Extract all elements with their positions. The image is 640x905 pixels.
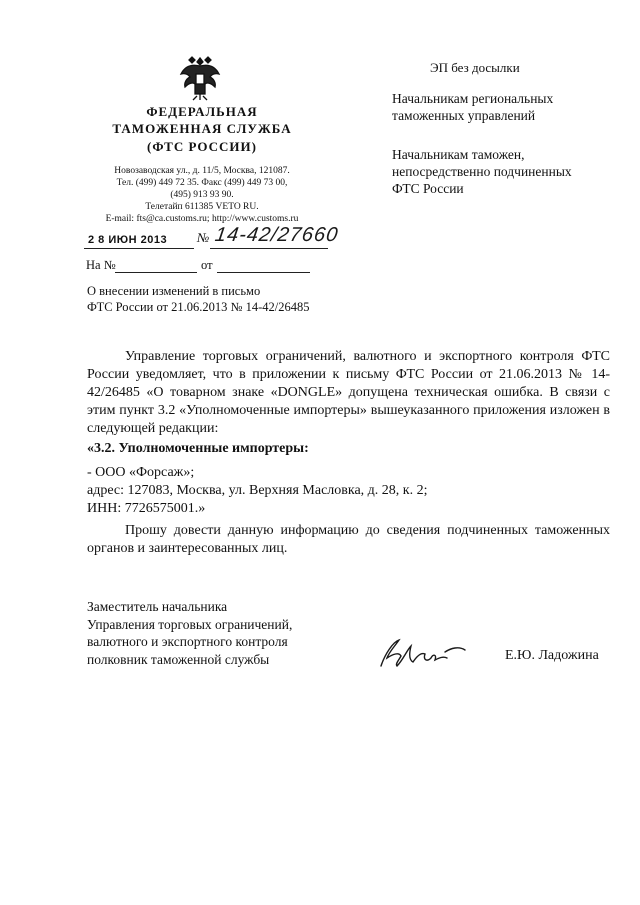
date-underline: [84, 248, 194, 249]
org-phones: Тел. (499) 449 72 35. Факс (499) 449 73 00,: [116, 178, 288, 188]
body-paragraph-1: Управление торговых ограничений, валютного и экспортного контроля ФТС России уведомляет, что в приложении к письму ФТС России от 21.06.2013 № 14-42/26485 «О товарном знаке «DONGLE» допущена техническая ошибка. В связи с этим пункт 3.2 «Уполномоченные импортеры» вышеуказанного приложения изложен в следующей редакции:: [87, 349, 610, 436]
reference-from-label: от: [201, 258, 213, 272]
registration-number-label: №: [197, 230, 210, 245]
delivery-mark: ЭП без досылки: [430, 60, 520, 75]
addressee-regional-line1: Начальникам региональных: [392, 91, 554, 106]
org-email: E-mail: fts@ca.customs.ru; http://www.customs.ru: [105, 214, 299, 224]
addressee-customs-line2: непосредственно подчиненных: [392, 164, 572, 179]
org-name-line3: (ФТС РОССИИ): [147, 139, 257, 154]
org-name-line1: ФЕДЕРАЛЬНАЯ: [146, 104, 258, 119]
org-phones-2: (495) 913 93 90.: [170, 190, 234, 200]
addressee-regional: [392, 90, 622, 124]
registration-date: 2 8 ИЮН 2013: [88, 234, 168, 246]
addressee-customs-line1: Начальникам таможен,: [392, 147, 525, 162]
reference-date-line: [217, 272, 310, 273]
subject-line2: ФТС России от 21.06.2013 № 14-42/26485: [87, 300, 310, 314]
number-underline: [210, 248, 328, 249]
signatory-title-line3: валютного и экспортного контроля: [87, 634, 288, 649]
emblem-icon: [175, 52, 225, 102]
org-teletype: Телетайп 611385 VETO RU.: [145, 202, 259, 212]
addressee-customs: [392, 146, 622, 197]
org-name-line2: ТАМОЖЕННАЯ СЛУЖБА: [112, 121, 292, 136]
registration-number: 14-42/27660: [213, 224, 340, 246]
handwritten-signature: [375, 632, 470, 672]
signatory-name: Е.Ю. Ладожина: [505, 648, 599, 663]
signatory-title-line2: Управления торговых ограничений,: [87, 616, 293, 632]
body-paragraph-2: Прошу довести данную информацию до сведения подчиненных таможенных органов и заинтересованных лиц.: [87, 523, 610, 556]
importer-name: - ООО «Форсаж»;: [87, 465, 195, 480]
importer-address: адрес: 127083, Москва, ул. Верхняя Масловка, д. 28, к. 2;: [87, 483, 428, 498]
addressee-customs-line3: ФТС России: [392, 181, 464, 196]
org-address: Новозаводская ул., д. 11/5, Москва, 121087.: [114, 166, 290, 176]
subject-line1: О внесении изменений в письмо: [87, 284, 261, 298]
section-title: «3.2. Уполномоченные импортеры:: [87, 441, 309, 456]
signatory-title: [87, 598, 292, 668]
signatory-title-line1: Заместитель начальника: [87, 599, 228, 614]
reference-number-line: [115, 272, 197, 273]
addressee-regional-line2: таможенных управлений: [392, 108, 536, 123]
importer-inn: ИНН: 7726575001.»: [87, 501, 206, 516]
reference-label: На №: [86, 258, 116, 272]
signatory-title-line4: полковник таможенной службы: [87, 651, 270, 667]
